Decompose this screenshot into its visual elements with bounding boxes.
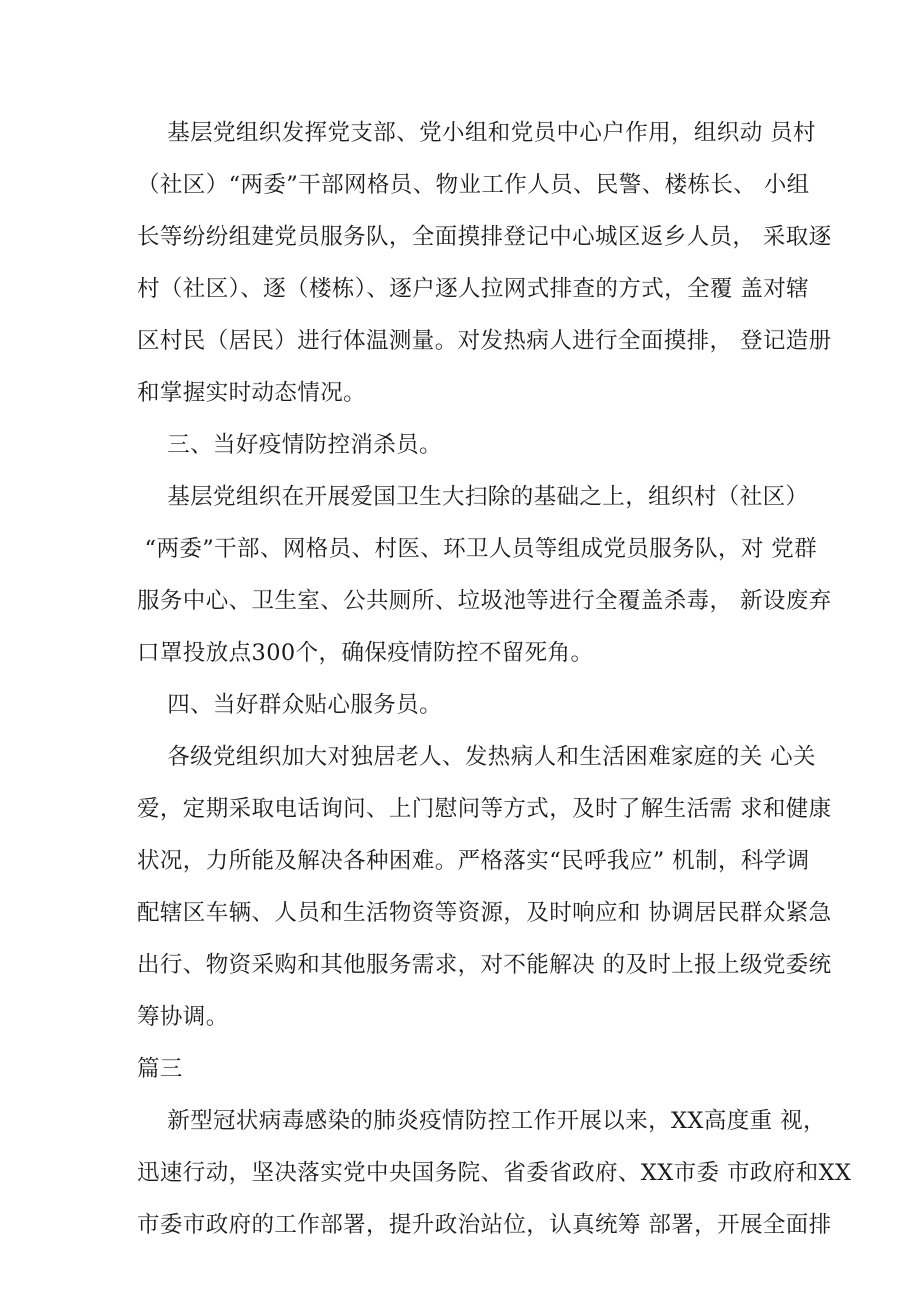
chapter-heading: 篇三 [137, 1056, 183, 1082]
text-line: （社区）“两委”干部网格员、物业工作人员、民警、楼栋长、 小组 [137, 172, 810, 198]
text-line: 状况，力所能及解决各种困难。严格落实“民呼我应” 机制，科学调 [137, 848, 810, 874]
text-line: 新型冠状病毒感染的肺炎疫情防控工作开展以来，XX高度重 视， [137, 1108, 826, 1134]
text-line: 筹协调。 [137, 1004, 229, 1030]
text-line: 口罩投放点300个，确保疫情防控不留死角。 [137, 640, 594, 666]
section-heading: 三、当好疫情防控消杀员。 [137, 432, 443, 458]
text-line: 基层党组织在开展爱国卫生大扫除的基础之上，组织村（社区） [137, 484, 809, 510]
text-line: 服务中心、卫生室、公共厕所、垃圾池等进行全覆盖杀毒， 新设废弃 [137, 588, 832, 614]
text-line: 长等纷纷组建党员服务队，全面摸排登记中心城区返乡人员， 采取逐 [137, 224, 832, 250]
text-line: 爱，定期采取电话询问、上门慰问等方式，及时了解生活需 求和健康 [137, 796, 832, 822]
text-line: 迅速行动，坚决落实党中央国务院、省委省政府、XX市委 市政府和XX [137, 1160, 852, 1186]
text-line: 区村民（居民）进行体温测量。对发热病人进行全面摸排， 登记造册 [137, 328, 832, 354]
text-line: 出行、物资采购和其他服务需求，对不能解决 的及时上报上级党委统 [137, 952, 832, 978]
section-heading: 四、当好群众贴心服务员。 [137, 692, 443, 718]
text-line: “两委”干部、网格员、村医、环卫人员等组成党员服务队，对 党群 [137, 536, 818, 562]
text-line: 和掌握实时动态情况。 [137, 380, 367, 406]
text-line: 市委市政府的工作部署，提升政治站位，认真统筹 部署，开展全面排 [137, 1212, 832, 1238]
text-line: 配辖区车辆、人员和生活物资等资源，及时响应和 协调居民群众紧急 [137, 900, 832, 926]
text-line: 村（社区）、逐（楼栋）、逐户逐人拉网式排查的方式，全覆 盖对辖 [137, 276, 810, 302]
text-line: 基层党组织发挥党支部、党小组和党员中心户作用，组织动 员村 [137, 120, 816, 146]
text-line: 各级党组织加大对独居老人、发热病人和生活困难家庭的关 心关 [137, 744, 816, 770]
